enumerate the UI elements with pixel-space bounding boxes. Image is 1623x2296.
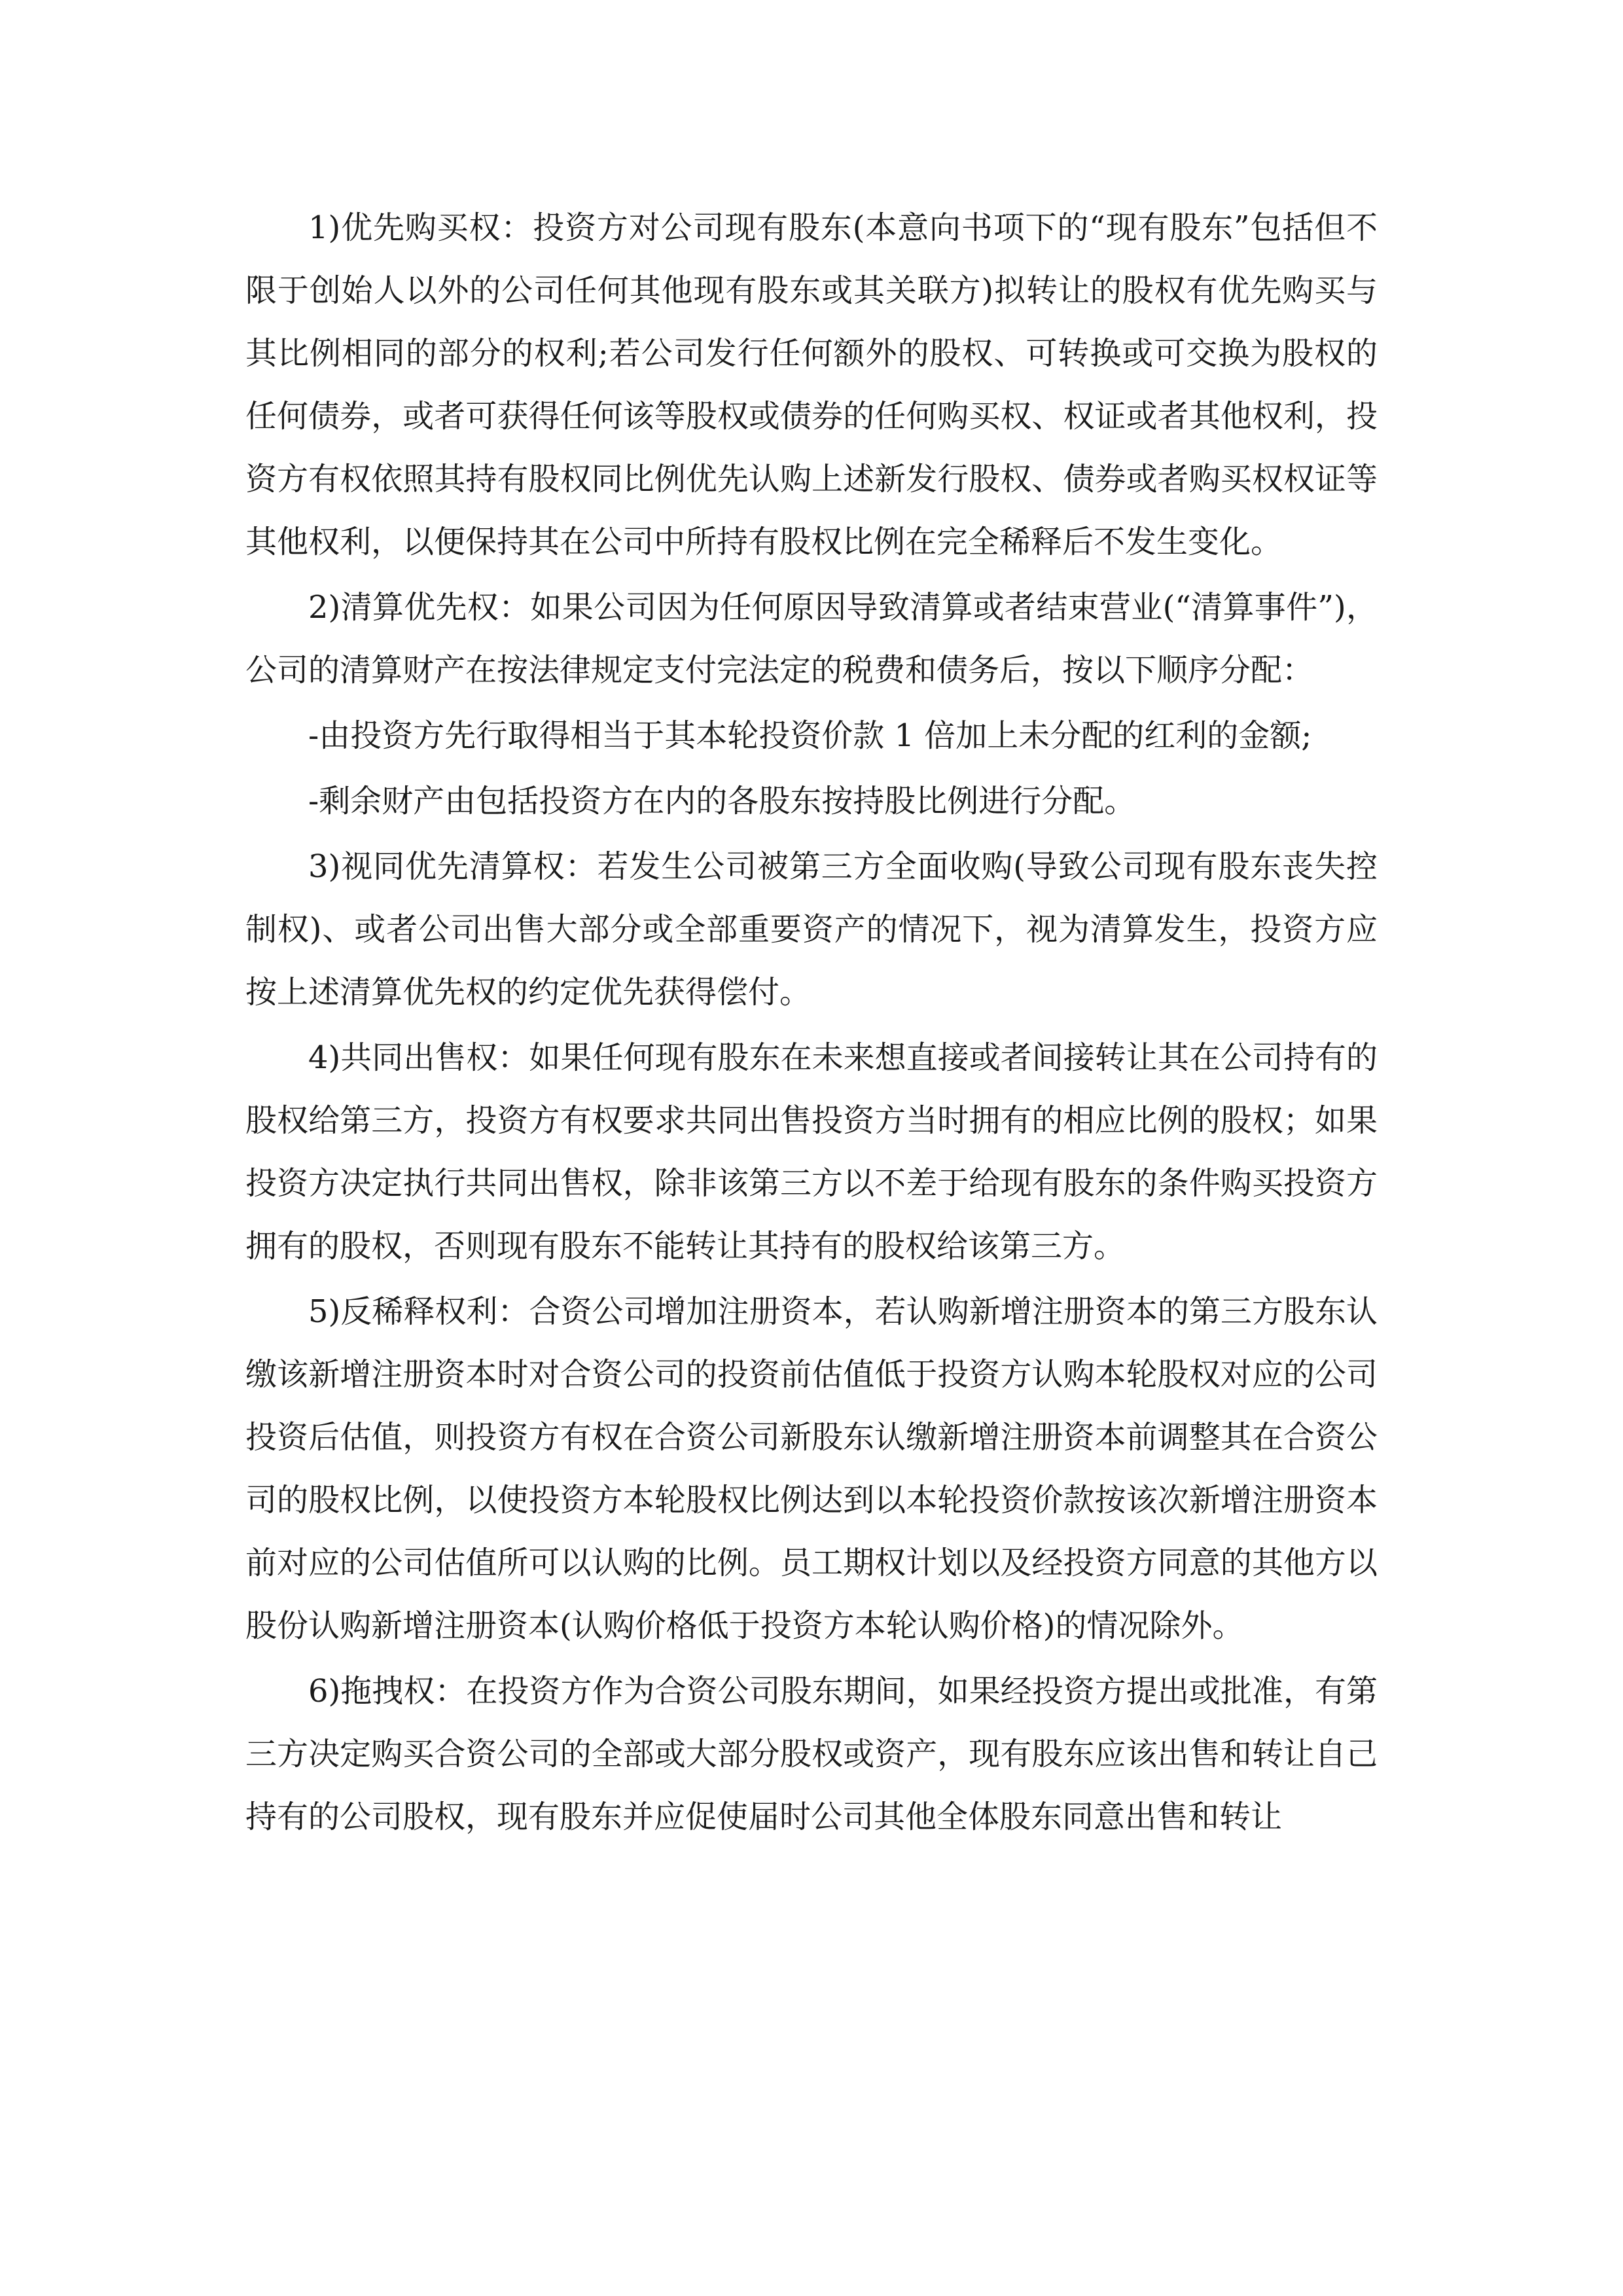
clause-preemptive-right: 1)优先购买权：投资方对公司现有股东(本意向书项下的“现有股东”包括但不限于创始人以外的公司任何其他现有股东或其关联方)拟转让的股权有优先购买与其比例相同的部分的权利;若公司发行任何额外的股权、可转换或可交换为股权的任何债券，或者可获得任何该等股权或债券的任何购买权、权证或者其他权利，投资方有权依照其持有股权同比例优先认购上述新发行股权、债券或者购买权权证等其他权利，以便保持其在公司中所持有股权比例在完全稀释后不发生变化。 <box>245 209 1378 560</box>
document-body <box>245 196 1378 1851</box>
clause-drag-along: 6)拖拽权：在投资方作为合资公司股东期间，如果经投资方提出或批准，有第三方决定购买合资公司的全部或大部分股权或资产，现有股东应该出售和转让自己持有的公司股权，现有股东并应促使届时公司其他全体股东同意出售和转让 <box>245 1673 1378 1835</box>
clause-deemed-liquidation: 3)视同优先清算权：若发生公司被第三方全面收购(导致公司现有股东丧失控制权)、或者公司出售大部分或全部重要资产的情况下，视为清算发生，投资方应按上述清算优先权的约定优先获得偿付。 <box>245 848 1378 1011</box>
clause-liquidation-item-1: -由投资方先行取得相当于其本轮投资价款 1 倍加上未分配的红利的金额; <box>308 717 1312 754</box>
clause-anti-dilution: 5)反稀释权利：合资公司增加注册资本，若认购新增注册资本的第三方股东认缴该新增注册资本时对合资公司的投资前估值低于投资方认购本轮股权对应的公司投资后估值，则投资方有权在合资公司新股东认缴新增注册资本前调整其在合资公司的股权比例，以使投资方本轮股权比例达到以本轮投资价款按该次新增注册资本前对应的公司估值所可以认购的比例。员工期权计划以及经投资方同意的其他方以股份认购新增注册资本(认购价格低于投资方本轮认购价格)的情况除外。 <box>245 1293 1378 1644</box>
clause-liquidation-preference: 2)清算优先权：如果公司因为任何原因导致清算或者结束营业(“清算事件”)，公司的清算财产在按法律规定支付完法定的税费和债务后，按以下顺序分配： <box>245 589 1378 689</box>
clause-co-sale-right: 4)共同出售权：如果任何现有股东在未来想直接或者间接转让其在公司持有的股权给第三方，投资方有权要求共同出售投资方当时拥有的相应比例的股权；如果投资方决定执行共同出售权，除非该第三方以不差于给现有股东的条件购买投资方拥有的股权，否则现有股东不能转让其持有的股权给该第三方。 <box>245 1039 1378 1265</box>
clause-liquidation-item-2: -剩余财产由包括投资方在内的各股东按持股比例进行分配。 <box>308 783 1136 819</box>
